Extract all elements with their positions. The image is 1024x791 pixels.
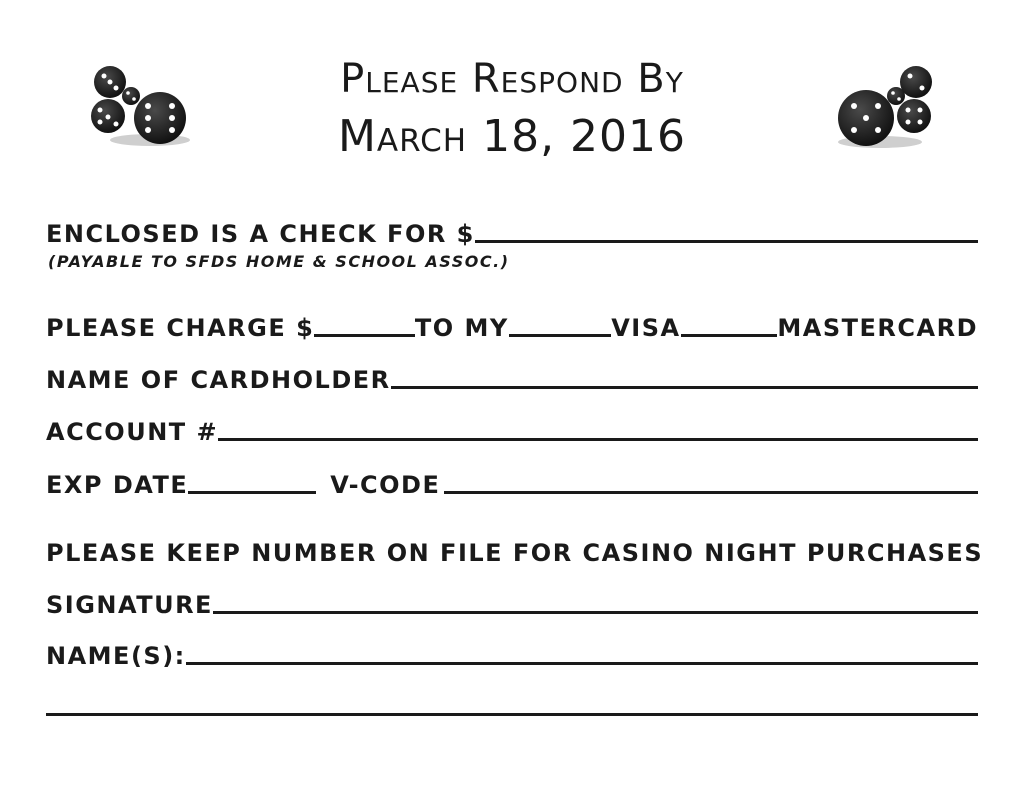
check-amount-field[interactable] [475,240,978,243]
charge-amount-field[interactable] [314,334,415,337]
cardholder-label: NAME OF CARDHOLDER [46,366,391,394]
cardholder-row [46,360,978,394]
title-respond-by: Please Respond By [340,56,684,102]
exp-date-label: EXP DATE [46,471,189,499]
charge-label: PLEASE CHARGE $ [46,314,315,342]
mastercard-label: MASTERCARD [777,314,978,342]
names-row [46,636,978,670]
vcode-field[interactable] [444,491,978,494]
visa-check-field[interactable] [509,334,611,337]
keep-on-file-row [46,533,984,567]
signature-row [46,585,978,619]
to-my-label: TO MY [414,314,509,342]
names-field[interactable] [186,662,978,665]
signature-label: SIGNATURE [46,591,213,619]
check-row [46,214,978,248]
exp-row [46,465,978,499]
check-label: ENCLOSED IS A CHECK FOR $ [46,220,475,248]
names-extra-line[interactable] [46,713,978,716]
account-row [46,412,978,446]
charge-row [46,308,978,342]
account-label: ACCOUNT # [46,418,219,446]
account-field[interactable] [218,438,978,441]
cardholder-field[interactable] [391,386,978,389]
title-date: March 18, 2016 [337,111,687,162]
visa-label: VISA [611,314,681,342]
check-payable-note: (PAYABLE TO SFDS HOME & SCHOOL ASSOC.) [48,252,510,271]
page-title [0,50,1024,166]
mastercard-check-field[interactable] [681,334,778,337]
exp-date-field[interactable] [188,491,316,494]
vcode-label: V-CODE [330,471,441,499]
names-label: NAME(S): [46,642,186,670]
keep-on-file-label: PLEASE KEEP NUMBER ON FILE FOR CASINO NIGHT PURCHASES [46,539,984,567]
signature-field[interactable] [213,611,978,614]
